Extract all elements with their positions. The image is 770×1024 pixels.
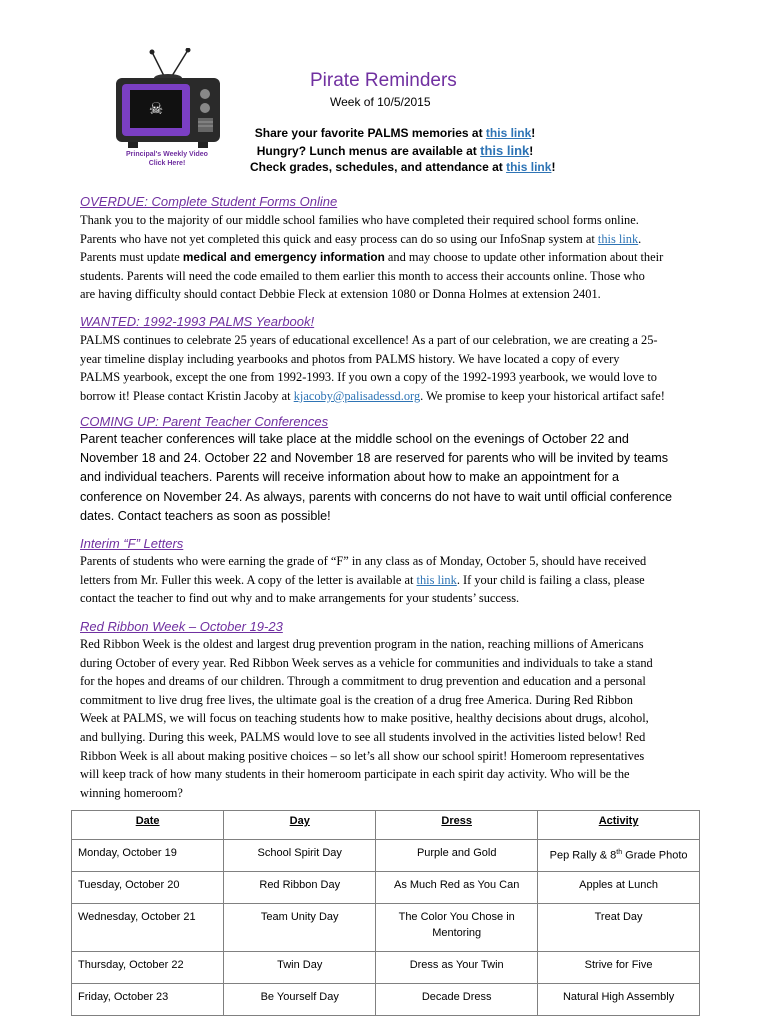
header-dress: Dress bbox=[376, 811, 538, 840]
red-ribbon-schedule-table bbox=[71, 810, 700, 1016]
overdue-line1: Thank you to the majority of our middle school families who have completed their required school forms online. bbox=[80, 213, 639, 227]
interim-line1: Parents of students who were earning the grade of “F” in any class as of Monday, October 5, should have received bbox=[80, 554, 647, 568]
conferences-line1: Parent teacher conferences will take place at the middle school on the evenings of October 22 and bbox=[80, 432, 629, 446]
row-activity: Apples at Lunch bbox=[538, 872, 700, 904]
grades-text: Check grades, schedules, and attendance at bbox=[250, 160, 507, 174]
row-date: Wednesday, October 21 bbox=[72, 904, 224, 952]
row-date: Thursday, October 22 bbox=[72, 952, 224, 984]
interim-line2-text: letters from Mr. Fuller this week. A copy of the letter is available at bbox=[80, 572, 417, 587]
row-activity: Strive for Five bbox=[538, 952, 700, 984]
overdue-paragraph bbox=[80, 211, 692, 304]
overdue-line3-end: and may choose to update other information about their bbox=[384, 250, 664, 265]
row-date: Tuesday, October 20 bbox=[72, 872, 224, 904]
redribbon-line3: for the hopes and dreams of our children. Through a commitment to drug prevention and education and a personal bbox=[80, 674, 646, 689]
memories-line bbox=[250, 126, 540, 140]
memories-end: ! bbox=[531, 126, 536, 140]
activity-text-end: Grade Photo bbox=[622, 849, 688, 862]
interim-paragraph bbox=[80, 552, 692, 608]
row-activity bbox=[538, 840, 700, 872]
grades-link[interactable]: this link bbox=[506, 160, 552, 174]
overdue-line2-end: . bbox=[638, 231, 642, 246]
redribbon-line7: Ribbon Week is all about making positive choices – so let’s all show our school spirit! Homeroom representatives bbox=[80, 748, 645, 763]
yearbook-line4-text: borrow it! Please contact Kristin Jacoby at bbox=[80, 388, 294, 403]
tv-video-icon[interactable] bbox=[112, 48, 224, 152]
row-dress: The Color You Chose in Mentoring bbox=[376, 904, 538, 952]
header-date: Date bbox=[72, 811, 224, 840]
email-link[interactable]: kjacoby@palisadessd.org bbox=[293, 388, 421, 403]
video-caption[interactable] bbox=[100, 150, 234, 168]
redribbon-line5: Week at PALMS, we will focus on teaching students how to make positive, healthy decisions about drugs, alcohol, bbox=[80, 711, 649, 726]
header-day: Day bbox=[224, 811, 376, 840]
table-row bbox=[72, 952, 700, 984]
infosnap-link[interactable]: this link bbox=[597, 231, 639, 246]
row-date: Friday, October 23 bbox=[72, 984, 224, 1016]
row-dress: Dress as Your Twin bbox=[376, 952, 538, 984]
row-dress: Purple and Gold bbox=[376, 840, 538, 872]
lunch-line bbox=[250, 143, 540, 158]
interim-line3: contact the teacher to find out why and to make arrangements for your students’ success. bbox=[80, 591, 520, 606]
conferences-line3: and individual teachers. Parents will receive information about how to make an appointment for a bbox=[80, 470, 620, 485]
memories-text: Share your favorite PALMS memories at bbox=[254, 126, 486, 140]
yearbook-line3: PALMS yearbook, except the one from 1992-1993. If you own a copy of the 1992-1993 yearbook, we would love to bbox=[80, 370, 657, 385]
redribbon-line6: and bullying. During this week, PALMS would love to see all students involved in the activities listed below! Red bbox=[80, 729, 646, 744]
header-activity: Activity bbox=[538, 811, 700, 840]
table-row bbox=[72, 840, 700, 872]
lunch-link[interactable]: this link bbox=[480, 143, 530, 158]
video-caption-line2[interactable]: Click Here! bbox=[148, 160, 186, 167]
redribbon-line1: Red Ribbon Week is the oldest and largest drug prevention program in the nation, reaching millions of Americans bbox=[80, 637, 644, 651]
row-dress: Decade Dress bbox=[376, 984, 538, 1016]
lunch-text: Hungry? Lunch menus are available at bbox=[256, 144, 481, 158]
overdue-line3-text: Parents must update bbox=[80, 250, 183, 265]
table-header-row bbox=[72, 811, 700, 840]
letter-link[interactable]: this link bbox=[416, 572, 457, 587]
row-activity: Treat Day bbox=[538, 904, 700, 952]
conferences-line4: conference on November 24. As always, parents with concerns do not have to wait until official conference bbox=[80, 489, 673, 504]
row-dress: As Much Red as You Can bbox=[376, 872, 538, 904]
overdue-heading: OVERDUE: Complete Student Forms Online bbox=[80, 194, 338, 209]
svg-text:☠: ☠ bbox=[148, 99, 164, 118]
page-title: Pirate Reminders bbox=[310, 70, 457, 91]
row-activity: Natural High Assembly bbox=[538, 984, 700, 1016]
conferences-heading: COMING UP: Parent Teacher Conferences bbox=[80, 414, 329, 429]
conferences-line2: November 18 and 24. October 22 and November 18 are reserved for parents who will be invited by teams bbox=[80, 451, 669, 466]
yearbook-paragraph bbox=[80, 331, 692, 405]
conferences-paragraph bbox=[80, 430, 695, 526]
redribbon-line4: commitment to live drug free lives, the ultimate goal is the creation of a drug free America. During Red Ribbon bbox=[80, 692, 633, 707]
memories-link[interactable]: this link bbox=[485, 126, 532, 140]
medical-info-bold: medical and emergency information bbox=[182, 250, 385, 265]
overdue-line4: students. Parents will need the code emailed to them earlier this month to access their accounts online. Those who bbox=[80, 268, 645, 283]
activity-sup: th bbox=[616, 849, 623, 856]
interim-line2-end: . If your child is failing a class, please bbox=[456, 572, 645, 587]
yearbook-line4 bbox=[80, 387, 692, 406]
overdue-line2 bbox=[80, 230, 692, 249]
row-date: Monday, October 19 bbox=[72, 840, 224, 872]
redribbon-line9: winning homeroom? bbox=[80, 785, 183, 800]
video-caption-line1[interactable]: Principal's Weekly Video bbox=[126, 151, 208, 158]
interim-line2 bbox=[80, 571, 692, 590]
overdue-line3 bbox=[80, 248, 692, 267]
redribbon-line2: during October of every year. Red Ribbon Week serves as a vehicle for communities and individuals to take a stand bbox=[80, 655, 653, 670]
row-day: Team Unity Day bbox=[224, 904, 376, 952]
row-day: Twin Day bbox=[224, 952, 376, 984]
activity-text: Pep Rally & 8 bbox=[549, 849, 617, 862]
redribbon-paragraph bbox=[80, 635, 692, 802]
week-label: Week of 10/5/2015 bbox=[330, 95, 431, 109]
yearbook-heading: WANTED: 1992-1993 PALMS Yearbook! bbox=[80, 314, 315, 329]
overdue-line2-text: Parents who have not yet completed this quick and easy process can do so using our InfoSnap system at bbox=[80, 231, 598, 246]
row-day: Red Ribbon Day bbox=[224, 872, 376, 904]
yearbook-line4-end: . We promise to keep your historical artifact safe! bbox=[420, 388, 665, 403]
row-day: Be Yourself Day bbox=[224, 984, 376, 1016]
interim-heading: Interim “F” Letters bbox=[80, 536, 184, 551]
overdue-line5: are having difficulty should contact Debbie Fleck at extension 1080 or Donna Holmes at extension 2401. bbox=[80, 287, 601, 302]
yearbook-line1: PALMS continues to celebrate 25 years of educational excellence! As a part of our celebration, we are creating a 25- bbox=[80, 333, 658, 347]
grades-line bbox=[250, 160, 556, 174]
lunch-end: ! bbox=[529, 144, 534, 158]
conferences-line5: dates. Contact teachers as soon as possible! bbox=[80, 508, 331, 523]
table-row bbox=[72, 872, 700, 904]
table-row bbox=[72, 904, 700, 952]
table-row bbox=[72, 984, 700, 1016]
yearbook-line2: year timeline display including yearbooks and photos from PALMS history. We have located a copy of every bbox=[80, 351, 620, 366]
grades-end: ! bbox=[551, 160, 556, 174]
redribbon-heading: Red Ribbon Week – October 19-23 bbox=[80, 619, 283, 634]
row-day: School Spirit Day bbox=[224, 840, 376, 872]
redribbon-line8: will keep track of how many students in their homeroom participate in each spirit day activity. Who will be the bbox=[80, 767, 630, 782]
